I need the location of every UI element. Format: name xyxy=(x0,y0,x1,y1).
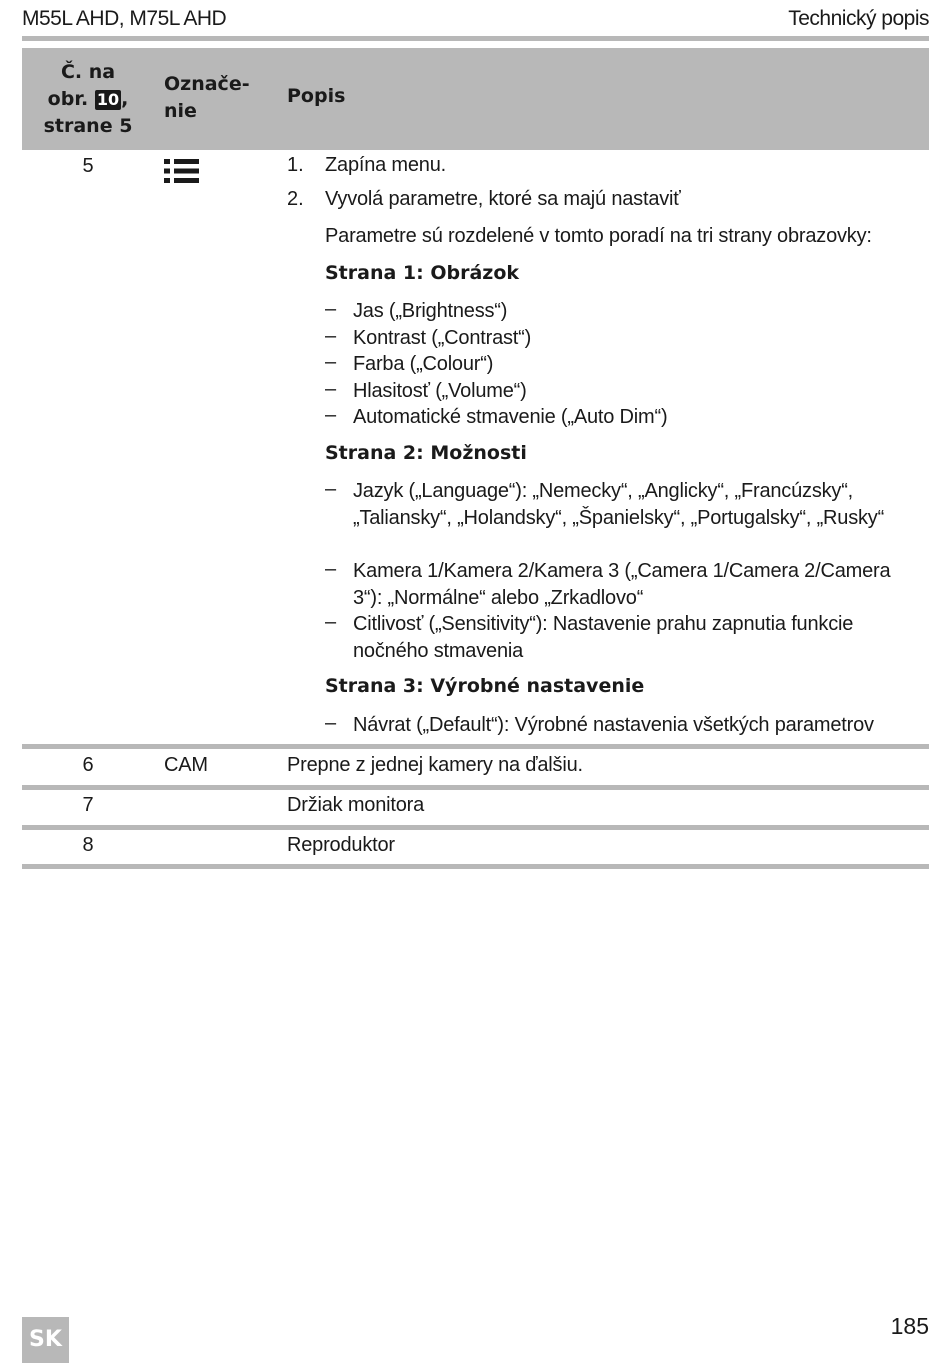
list-bullet: – xyxy=(325,712,337,734)
list-item: Kamera 1/Kamera 2/Kamera 3 („Camera 1/Camera 2/Camera 3“): „Normálne“ alebo „Zrkadlovo“ xyxy=(353,560,891,609)
row-description: Prepne z jednej kamery na ďalšiu. xyxy=(287,754,583,776)
column-header-figure-number xyxy=(22,59,154,140)
column-header-line: obr. xyxy=(47,88,89,110)
step-number: 2. xyxy=(287,188,304,210)
subheading-page-1: Strana 1: Obrázok xyxy=(325,262,520,284)
list-item: Návrat („Default“): Výrobné nastavenia všetkých parametrov xyxy=(353,714,874,736)
column-header-punct: , xyxy=(121,88,129,110)
column-header-line: Označe- xyxy=(164,73,250,95)
list-bullet: – xyxy=(325,298,337,320)
language-badge: SK xyxy=(22,1317,69,1363)
step-text: Vyvolá parametre, ktoré sa majú nastaviť xyxy=(325,188,681,210)
row-marking: CAM xyxy=(164,754,208,776)
list-item: Jazyk („Language“): „Nemecky“, „Anglicky“, „Francúzsky“, „Taliansky“, „Holandsky“, „Španielsky“, „Portugalsky“, „Rusky“ xyxy=(353,480,885,529)
list-item: Jas („Brightness“) xyxy=(353,300,508,322)
running-header-left: M55L AHD, M75L AHD xyxy=(22,7,227,30)
list-bullet: – xyxy=(325,558,337,580)
column-header-marking xyxy=(164,71,250,125)
list-item: Farba („Colour“) xyxy=(353,353,494,375)
parameters-intro: Parametre sú rozdelené v tomto poradí na tri strany obrazovky: xyxy=(325,225,872,247)
column-header-line: Č. na xyxy=(60,61,116,83)
subheading-page-2: Strana 2: Možnosti xyxy=(325,442,527,464)
list-bullet: – xyxy=(325,611,337,633)
row-description: Reproduktor xyxy=(287,834,395,856)
list-item: Kontrast („Contrast“) xyxy=(353,327,532,349)
figure-reference-badge: 10 xyxy=(96,90,120,109)
menu-list-icon xyxy=(164,157,200,185)
list-bullet: – xyxy=(325,478,337,500)
row-number: 8 xyxy=(82,834,94,856)
list-bullet: – xyxy=(325,378,337,400)
list-item: Citlivosť („Sensitivity“): Nastavenie prahu zapnutia funkcie nočného stmavenia xyxy=(353,613,854,662)
column-header-description: Popis xyxy=(287,85,346,107)
list-bullet: – xyxy=(325,325,337,347)
row-divider xyxy=(22,744,929,749)
list-item: Hlasitosť („Volume“) xyxy=(353,380,527,402)
table-bottom-rule xyxy=(22,864,929,869)
header-rule xyxy=(22,36,929,41)
list-item: Automatické stmavenie („Auto Dim“) xyxy=(353,406,668,428)
row-number: 7 xyxy=(82,794,94,816)
column-header-line: nie xyxy=(164,100,197,122)
subheading-page-3: Strana 3: Výrobné nastavenie xyxy=(325,675,645,697)
row-description: Držiak monitora xyxy=(287,794,425,816)
table-header xyxy=(22,48,929,150)
row-number: 6 xyxy=(82,754,94,776)
row-divider xyxy=(22,785,929,790)
row-number: 5 xyxy=(82,155,94,177)
column-header-line: strane 5 xyxy=(43,115,133,137)
step-text: Zapína menu. xyxy=(325,154,447,176)
list-bullet: – xyxy=(325,404,337,426)
row-divider xyxy=(22,825,929,830)
list-bullet: – xyxy=(325,351,337,373)
step-number: 1. xyxy=(287,154,304,176)
page-number: 185 xyxy=(890,1313,929,1339)
running-header-right: Technický popis xyxy=(788,7,929,30)
